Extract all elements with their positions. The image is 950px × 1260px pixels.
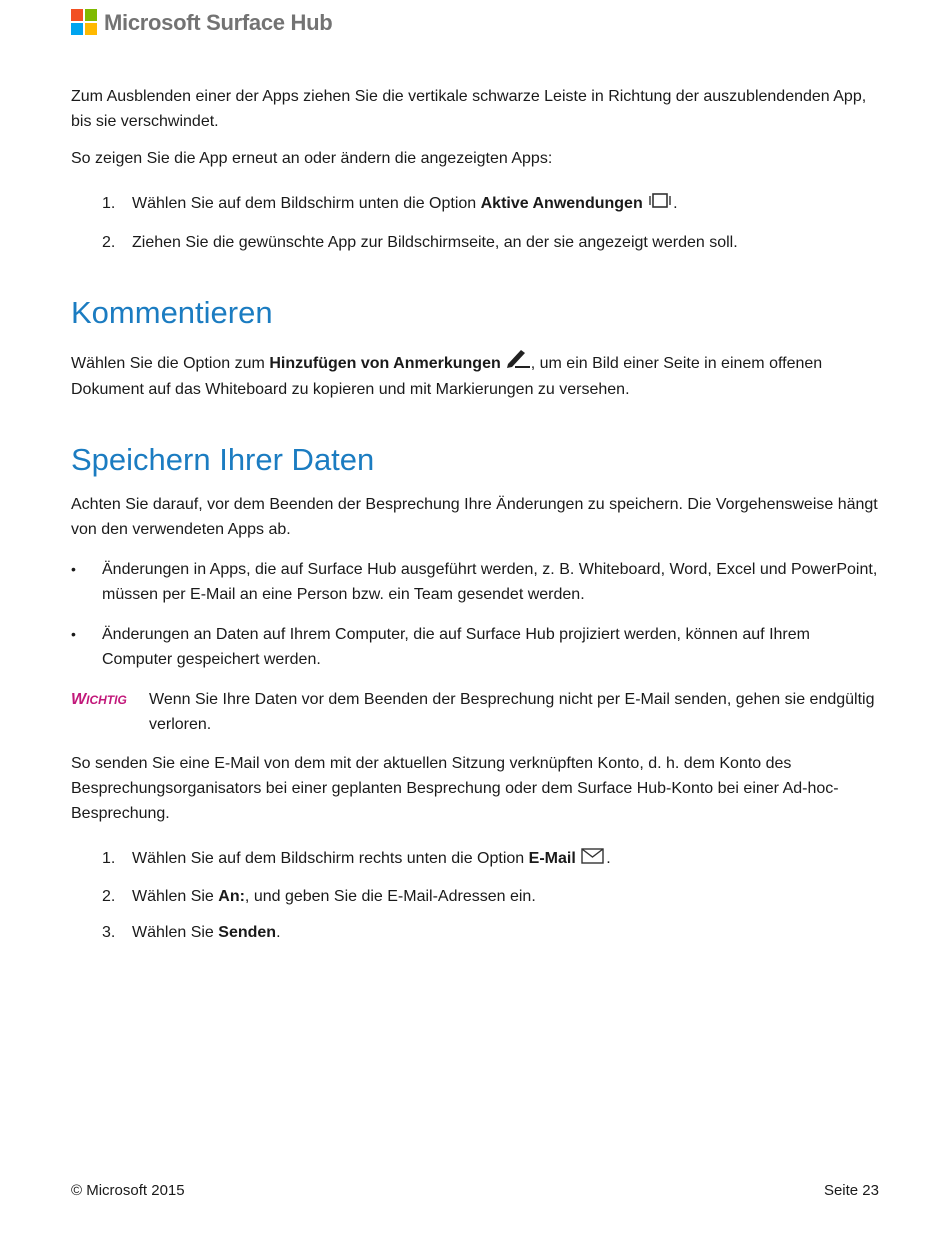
- save-bullets: [71, 557, 879, 672]
- important-label: WICHTIG: [71, 691, 127, 708]
- list-item: 2. Wählen Sie An:, und geben Sie die E-Mail-Adressen ein.: [102, 888, 536, 905]
- list-item: • Änderungen an Daten auf Ihrem Computer, die auf Surface Hub projiziert werden, können auf Ihrem Computer gespeichert werden.: [71, 622, 879, 672]
- logo-text: Microsoft Surface Hub: [104, 9, 333, 35]
- heading-kommentieren: Kommentieren: [71, 295, 273, 330]
- important-note: WICHTIG Wenn Sie Ihre Daten vor dem Beenden der Besprechung nicht per E-Mail senden, gehen sie endgültig verloren.: [71, 687, 879, 737]
- save-paragraph: Achten Sie darauf, vor dem Beenden der Besprechung Ihre Änderungen zu speichern. Die Vorgehensweise hängt von den verwendeten Apps ab.: [71, 496, 878, 538]
- microsoft-logo-icon: [71, 9, 97, 35]
- annotate-paragraph: Wählen Sie die Option zum Hinzufügen von Anmerkungen , um ein Bild einer Seite in einem offenen Dokument auf das Whiteboard zu kopieren und mit Markierungen zu versehen.: [71, 347, 879, 402]
- send-paragraph: So senden Sie eine E-Mail von dem mit der aktuellen Sitzung verknüpften Konto, d. h. dem Konto des Besprechungsorganisators bei einer geplanten Besprechung oder dem Surface Hub-Konto bei einer Ad-hoc-Besprechung.: [71, 755, 839, 822]
- active-apps-icon: [647, 192, 673, 218]
- copyright: © Microsoft 2015: [71, 1182, 185, 1199]
- pen-icon: [501, 347, 531, 377]
- bullet-icon: •: [71, 626, 76, 642]
- page-footer: [71, 1178, 879, 1203]
- intro-lead: So zeigen Sie die App erneut an oder ändern die angezeigten Apps:: [71, 150, 553, 167]
- list-item: 1. Wählen Sie auf dem Bildschirm unten die Option Aktive Anwendungen .: [71, 191, 879, 218]
- intro-steps: [71, 191, 879, 255]
- list-item: 3. Wählen Sie Senden.: [102, 924, 281, 941]
- list-item: 2. Ziehen Sie die gewünschte App zur Bildschirmseite, an der sie angezeigt werden soll.: [102, 234, 738, 251]
- send-steps: [71, 846, 879, 945]
- microsoft-surface-hub-logo: [71, 9, 332, 35]
- list-item: 1. Wählen Sie auf dem Bildschirm rechts unten die Option E-Mail .: [71, 846, 879, 873]
- mail-icon: [580, 847, 606, 873]
- bullet-icon: •: [71, 561, 76, 577]
- intro-paragraph: Zum Ausblenden einer der Apps ziehen Sie die vertikale schwarze Leiste in Richtung der auszublendenden App, bis sie verschwindet.: [71, 88, 867, 130]
- page-number: Seite 23: [823, 1182, 879, 1199]
- heading-speichern: Speichern Ihrer Daten: [71, 442, 375, 477]
- document-body: [71, 84, 879, 945]
- list-item: • Änderungen in Apps, die auf Surface Hub ausgeführt werden, z. B. Whiteboard, Word, Excel und PowerPoint, müssen per E-Mail an eine Person bzw. ein Team gesendet werden.: [71, 557, 879, 607]
